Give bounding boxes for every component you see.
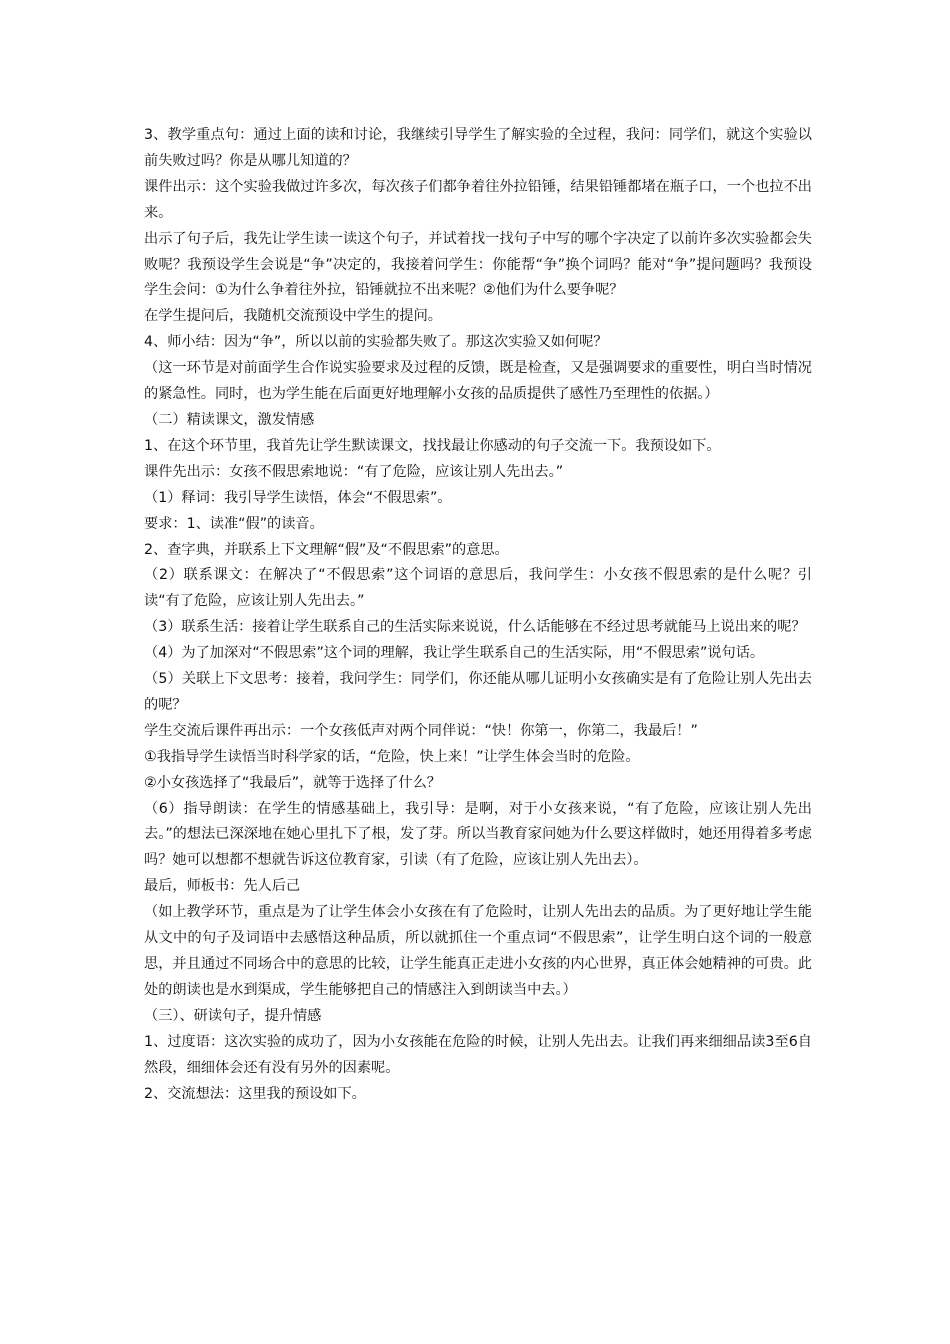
section-heading-3: （三）、研读句子，提升情感 bbox=[144, 1007, 322, 1024]
paragraph-transition: 1、过度语：这次实验的成功了，因为小女孩能在危险的时候，让别人先出去。让我们再来细细品读3至6自然段，细细体会还有没有另外的因素呢。 bbox=[144, 1033, 812, 1076]
paragraph-reflection-2: （如上教学环节，重点是为了让学生体会小女孩在有了危险时，让别人先出去的品质。为了更好地让学生能从文中的句子及词语中去感悟这种品质，所以就抓住一个重点词“不假思索”，让学生明白这个词的一般意思，并且通过不同场合中的意思的比较，让学生能真正走进小女孩的内心世界，真正体会她精神的可贵。此处的朗读也是水到渠成，学生能够把自己的情感注入到朗读当中去。） bbox=[144, 904, 812, 998]
paragraph-point-2: ②小女孩选择了“我最后”，就等于选择了什么？ bbox=[144, 774, 441, 791]
paragraph-link-life: （3）联系生活：接着让学生联系自己的生活实际来说说，什么话能够在不经过思考就能马上说出来的呢？ bbox=[144, 619, 806, 636]
paragraph-reflection-1: （这一环节是对前面学生合作说实验要求及过程的反馈，既是检查，又是强调要求的重要性，明白当时情况的紧急性。同时，也为学生能在后面更好地理解小女孩的品质提供了感性乃至理性的依据。） bbox=[144, 360, 812, 403]
paragraph-requirement-1: 要求：1、读准“假”的读音。 bbox=[144, 515, 324, 532]
paragraph-guided-reading: （6）指导朗读：在学生的情感基础上，我引导：是啊，对于小女孩来说，“有了危险，应该让别人先出去。”的想法已深深地在她心里扎下了根，发了芽。所以当教育家问她为什么要这样做时，她还用得着多考虑吗？她可以想都不想就告诉这位教育家，引读（有了危险，应该让别人先出去）。 bbox=[144, 800, 812, 869]
section-heading-2: （二）精读课文，激发情感 bbox=[144, 411, 315, 428]
paragraph-step-1: 1、在这个环节里，我首先让学生默读课文，找找最让你感动的句子交流一下。我预设如下。 bbox=[144, 437, 721, 454]
paragraph-focus-sentence: 3、教学重点句：通过上面的读和讨论，我继续引导学生了解实验的全过程，我问：同学们，就这个实验以前失败过吗？你是从哪儿知道的？ bbox=[144, 127, 812, 169]
paragraph-reading-question: 出示了句子后，我先让学生读一读这个句子，并试着找一找句子中写的哪个字决定了以前许多次实验都会失败呢？我预设学生会说是“争”决定的，我接着问学生：你能帮“争”换个词吗？能对“争”提问题吗？我预设学生会问：①为什么争着往外拉，铅锤就拉不出来呢？②他们为什么要争呢？ bbox=[144, 230, 812, 299]
paragraph-courseware-3: 学生交流后课件再出示：一个女孩低声对两个同伴说：“快！你第一，你第二，我最后！” bbox=[144, 722, 698, 739]
paragraph-courseware-2: 课件先出示：女孩不假思索地说：“有了危险，应该让别人先出去。” bbox=[144, 463, 564, 480]
paragraph-requirement-2: 2、查字典，并联系上下文理解“假”及“不假思索”的意思。 bbox=[144, 541, 509, 558]
paragraph-link-text: （2）联系课文：在解决了“不假思索”这个词语的意思后，我问学生：小女孩不假思索的是什么呢？引读“有了危险，应该让别人先出去。” bbox=[144, 567, 812, 610]
paragraph-summary-4: 4、师小结：因为“争”，所以以前的实验都失败了。那这次实验又如何呢？ bbox=[144, 334, 608, 351]
paragraph-context-think: （5）关联上下文思考：接着，我问学生：同学们，你还能从哪儿证明小女孩确实是有了危险让别人先出去的呢？ bbox=[144, 671, 812, 713]
paragraph-exchange: 在学生提问后，我随机交流预设中学生的提问。 bbox=[144, 308, 442, 325]
document-page bbox=[144, 123, 812, 1107]
paragraph-courseware-1: 课件出示：这个实验我做过许多次，每次孩子们都争着往外拉铅锤，结果铅锤都堵在瓶子口，一个也拉不出来。 bbox=[144, 178, 812, 221]
paragraph-point-1: ①我指导学生读悟当时科学家的话，“危险，快上来！”让学生体会当时的危险。 bbox=[144, 748, 640, 765]
paragraph-board-writing: 最后，师板书：先人后己 bbox=[144, 878, 301, 895]
paragraph-deepen: （4）为了加深对“不假思索”这个词的理解，我让学生联系自己的生活实际，用“不假思索”说句话。 bbox=[144, 645, 765, 662]
paragraph-exchange-ideas: 2、交流想法：这里我的预设如下。 bbox=[144, 1085, 366, 1102]
paragraph-explain-word: （1）释词：我引导学生读悟，体会“不假思索”。 bbox=[144, 489, 452, 506]
